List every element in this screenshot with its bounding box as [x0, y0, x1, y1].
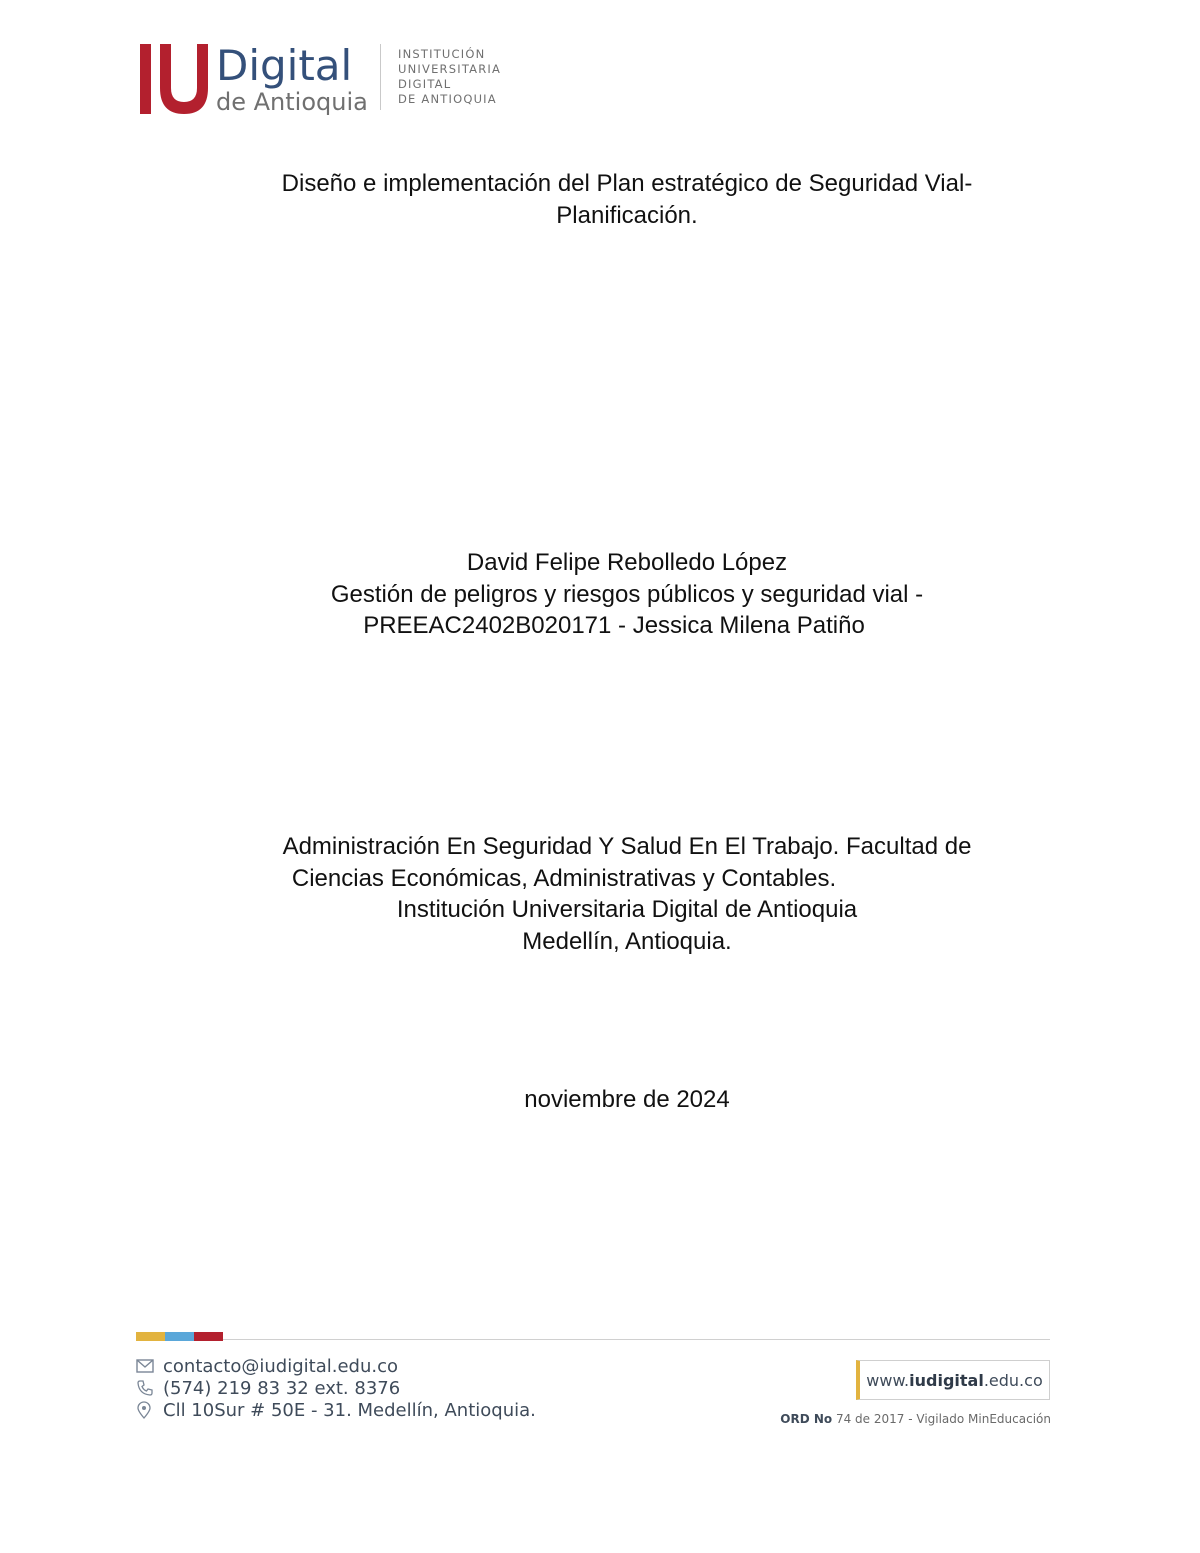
footer-accent-red [194, 1332, 223, 1341]
phone-icon [136, 1378, 156, 1398]
course-name: Gestión de peligros y riesgos públicos y seguridad vial - [330, 580, 924, 608]
document-title [0, 168, 1200, 231]
title-line-2: Planificación. [556, 201, 698, 229]
contact-phone-row [136, 1377, 536, 1399]
ord-notice [600, 1412, 1051, 1426]
footer-accent-blue [165, 1332, 194, 1341]
document-date: noviembre de 2024 [524, 1086, 730, 1113]
logo-divider [380, 44, 381, 110]
logo-inst-line: INSTITUCIÓN [398, 47, 486, 61]
title-line-1: Diseño e implementación del Plan estratégico de Seguridad Vial- [281, 170, 973, 197]
mail-icon [136, 1356, 156, 1376]
faculty-line: Ciencias Económicas, Administrativas y Contables. [291, 864, 837, 892]
logo-inst-line: UNIVERSITARIA [398, 62, 502, 76]
logo-wordmark-main: Digital [216, 41, 353, 90]
contact-email[interactable]: contacto@iudigital.edu.co [163, 1355, 398, 1377]
ord-text: 74 de 2017 - Vigilado MinEducación [832, 1412, 1051, 1426]
institution-block [0, 831, 1200, 957]
logo-graphic [136, 36, 376, 122]
institution-line: Institución Universitaria Digital de Antioquia [396, 896, 858, 923]
website-link[interactable] [856, 1360, 1050, 1400]
author-name: David Felipe Rebolledo López [466, 549, 788, 576]
footer-contact [136, 1355, 536, 1421]
contact-email-row [136, 1355, 536, 1377]
city-line: Medellín, Antioquia. [522, 927, 732, 955]
website-bold: iudigital [909, 1370, 984, 1390]
footer-rule [136, 1339, 1050, 1340]
group-and-teacher: PREEAC2402B020171 - Jessica Milena Patiño [363, 612, 865, 639]
logo-institution-name [398, 47, 538, 107]
logo-inst-line: DE ANTIOQUIA [398, 92, 497, 106]
website-prefix: www. [866, 1370, 910, 1390]
contact-phone: (574) 219 83 32 ext. 8376 [163, 1377, 401, 1399]
logo-wordmark-sub: de Antioquia [216, 88, 368, 116]
logo-mark-i [140, 44, 151, 114]
contact-address: Cll 10Sur # 50E - 31. Medellín, Antioquia. [163, 1399, 536, 1421]
program-line: Administración En Seguridad Y Salud En El Trabajo. Facultad de [282, 833, 972, 860]
logo-inst-line: DIGITAL [398, 77, 452, 91]
logo-mark-u [160, 44, 208, 114]
location-pin-icon [136, 1400, 156, 1420]
footer-accent-yellow [136, 1332, 165, 1341]
contact-address-row [136, 1399, 536, 1421]
ord-label: ORD No [780, 1412, 833, 1426]
website-suffix: .edu.co [983, 1370, 1043, 1390]
author-block [0, 547, 1200, 642]
